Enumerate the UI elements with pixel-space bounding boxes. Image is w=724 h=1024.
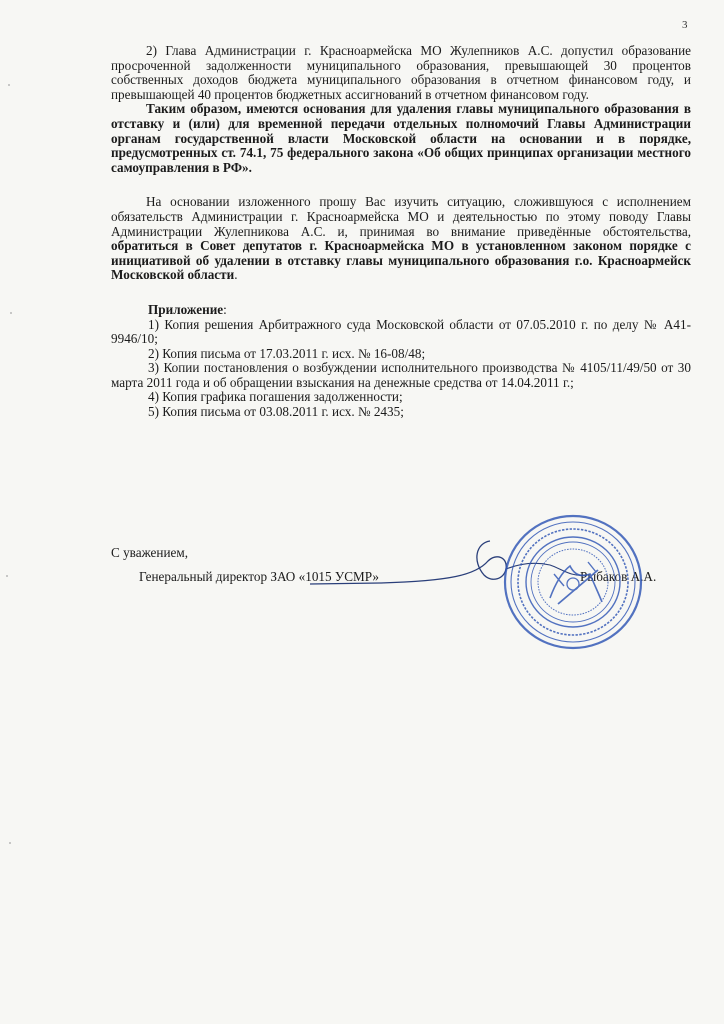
request-tail: .	[234, 267, 238, 283]
signer-title: Генеральный директор ЗАО «1015 УСМР»	[139, 569, 380, 584]
attachments-heading-text: Приложение	[148, 301, 224, 317]
attachment-item: 5) Копия письма от 03.08.2011 г. исх. № 2435;	[148, 404, 404, 420]
company-seal-icon	[502, 512, 644, 652]
letter-body	[111, 44, 691, 420]
conclusion-bold-text: Таким образом, имеются основания для удаления главы муниципального образования в отставку и (или) для временной передачи отдельных полномочий Главы Администрации органам государственной власти Московской области на основании и в порядке, предусмотренных ст. 74.1, 75 федерального закона «Об общих принципах организации местного самоуправления в РФ».	[111, 101, 691, 175]
signer-name: Рыбаков А.А.	[580, 569, 657, 584]
attachment-item: 1) Копия решения Арбитражного суда Московской области от 07.05.2010 г. по делу № А41-9946/10;	[111, 316, 691, 347]
request-bold-text: обратиться в Совет депутатов г. Красноармейска МО в установленном законом порядке с инициативой об удалении в отставку главы муниципального образования г.о. Красноармейск Московской области	[111, 238, 691, 283]
attachments-heading-colon: :	[223, 301, 227, 317]
page-number: 3	[682, 19, 688, 31]
attachments-heading	[148, 303, 691, 318]
paragraph-request	[111, 195, 691, 283]
attachment-item: 2) Копия письма от 17.03.2011 г. исх. № 16-08/48;	[148, 345, 426, 361]
attachments-list	[111, 318, 691, 420]
attachment-item: 3) Копии постановления о возбуждении исполнительного производства № 4105/11/49/50 от 30 марта 2011 года и об обращении взыскания на денежные средства от 14.04.2011 г.;	[111, 360, 691, 390]
paragraph-violation: 2) Глава Администрации г. Красноармейска МО Жулепников А.С. допустил образование просроченной задолженности муниципального образования, превышающей 30 процентов собственных доходов бюджета муниципального образования в отчетном финансовом году, и превышающей 40 процентов бюджетных ассигнований в отчетном финансовом году.	[111, 43, 691, 102]
paragraph-conclusion	[111, 102, 691, 175]
attachment-item: 4) Копия графика погашения задолженности;	[148, 389, 403, 405]
closing-salutation: С уважением,	[111, 545, 188, 560]
request-plain-text: На основании изложенного прошу Вас изучить ситуацию, сложившуюся с исполнением обязательств Администрации г. Красноармейска МО и деятельностью по этому поводу Главы Администрации Жулепникова А.С. и, принимая во внимание приведённые обстоятельства,	[111, 194, 691, 239]
